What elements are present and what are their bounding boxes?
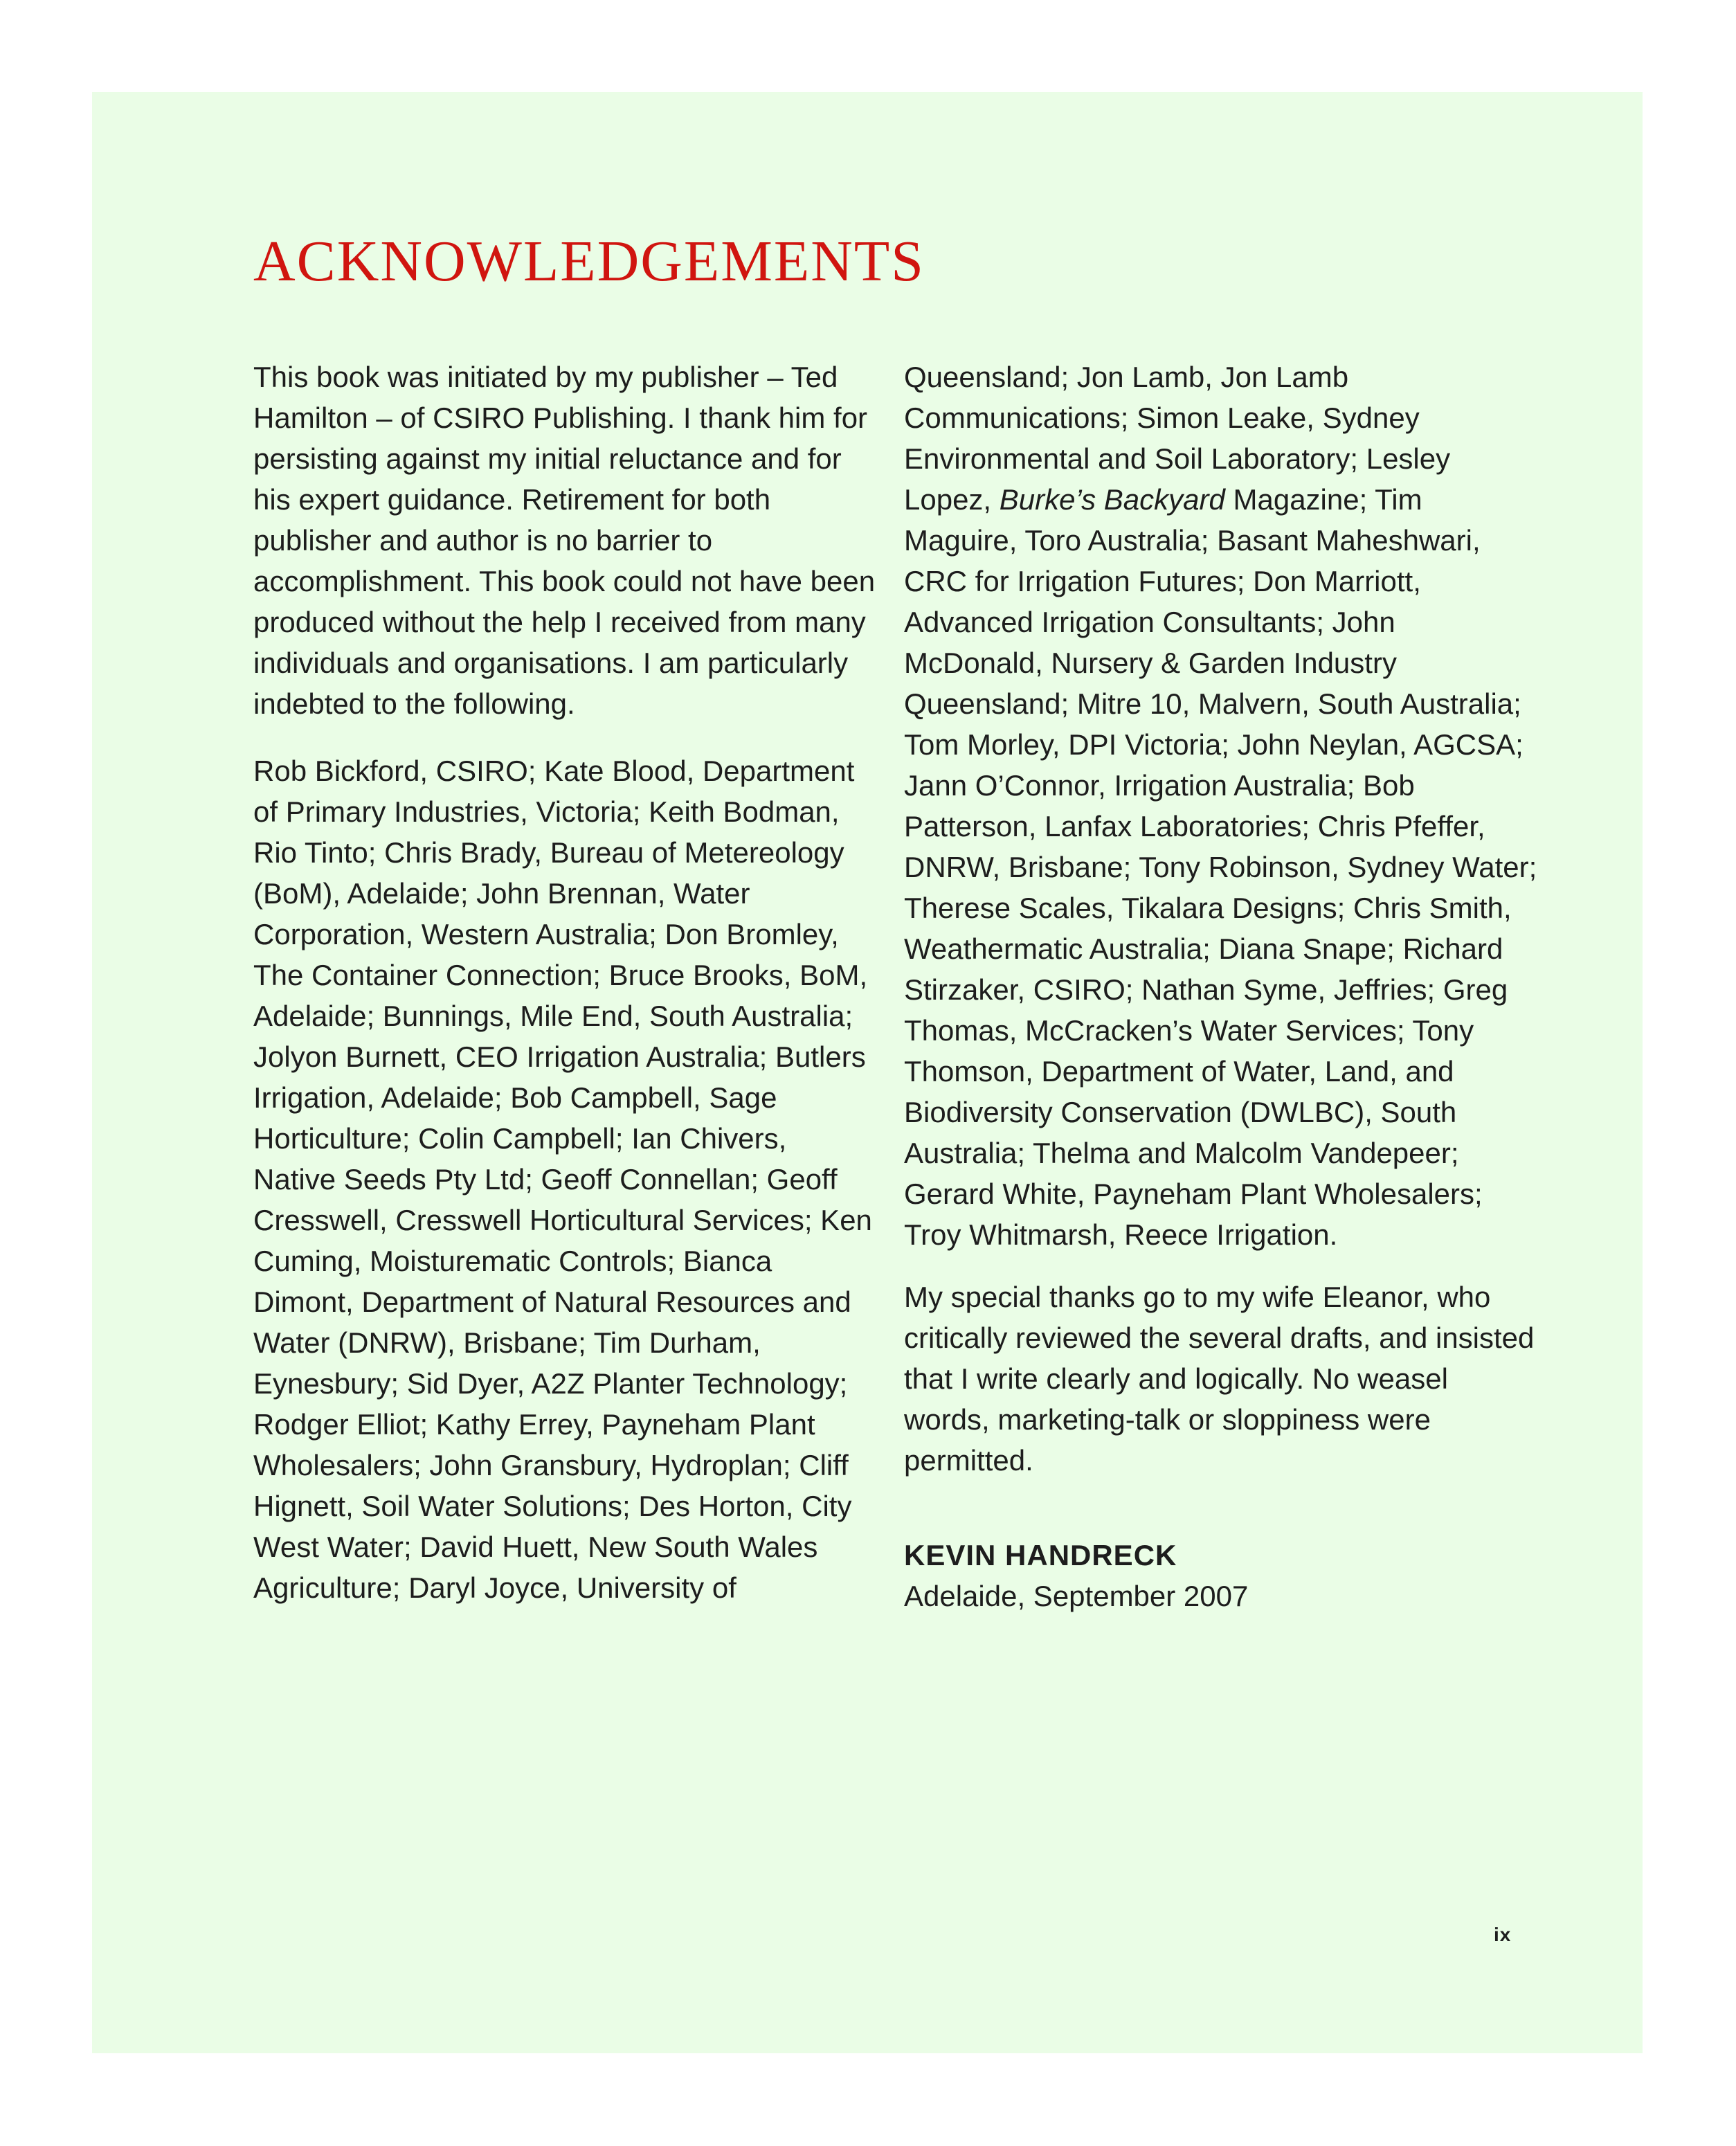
acknowledged-names-paragraph-left: Rob Bickford, CSIRO; Kate Blood, Department of Primary Industries, Victoria; Keith Bodman, Rio Tinto; Chris Brady, Bureau of Metereology (BoM), Adelaide; John Brennan, Water Corporation, Western Australia; Don Bromley, The Container Connection; Bruce Brooks, BoM, Adelaide; Bunnings, Mile End, South Australia; Jolyon Burnett, CEO Irrigation Australia; Butlers Irrigation, Adelaide; Bob Campbell, Sage Horticulture; Colin Campbell; Ian Chivers, Native Seeds Pty Ltd; Geoff Connellan; Geoff Cresswell, Cresswell Horticultural Services; Ken Cuming, Moisturematic Controls; Bianca Dimont, Department of Natural Resources and Water (DNRW), Brisbane; Tim Durham, Eynesbury; Sid Dyer, A2Z Planter Technology; Rodger Elliot; Kathy Errey, Payneham Plant Wholesalers; John Gransbury, Hydroplan; Cliff Hignett, Soil Water Solutions; Des Horton, City West Water; David Huett, New South Wales Agriculture; Daryl Joyce, University of — [253, 755, 872, 1604]
special-thanks-paragraph: My special thanks go to my wife Eleanor, who critically reviewed the several drafts, and insisted that I write clearly and logically. No weasel words, marketing-talk or sloppiness were permitted. — [904, 1281, 1535, 1477]
page-title: ACKNOWLEDGEMENTS — [253, 229, 925, 294]
right-column — [904, 357, 1541, 1616]
names-right-text-1: Queensland; Jon Lamb, Jon Lamb Communications; Simon Leake, Sydney Environmental and Soil Laboratory; Lesley Lopez, — [904, 361, 1451, 516]
signoff-place-date: Adelaide, September 2007 — [904, 1580, 1249, 1612]
page-number: ix — [1494, 1924, 1512, 1945]
author-name: KEVIN HANDRECK — [904, 1539, 1177, 1571]
acknowledged-names-paragraph-right — [904, 357, 1541, 1255]
left-column — [253, 357, 876, 1608]
magazine-title-italic: Burke’s Backyard — [999, 483, 1225, 516]
names-right-text-2: Magazine; Tim Maguire, Toro Australia; Basant Maheshwari, CRC for Irrigation Futures; Don Marriott, Advanced Irrigation Consultants; John McDonald, Nursery & Garden Industry Queensland; Mitre 10, Malvern, South Australia; Tom Morley, DPI Victoria; John Neylan, AGCSA; Jann O’Connor, Irrigation Australia; Bob Patterson, Lanfax Laboratories; Chris Pfeffer, DNRW, Brisbane; Tony Robinson, Sydney Water; Therese Scales, Tikalara Designs; Chris Smith, Weathermatic Australia; Diana Snape; Richard Stirzaker, CSIRO; Nathan Syme, Jeffries; Greg Thomas, McCracken’s Water Services; Tony Thomson, Department of Water, Land, and Biodiversity Conservation (DWLBC), South Australia; Thelma and Malcolm Vandepeer; Gerard White, Payneham Plant Wholesalers; Troy Whitmarsh, Reece Irrigation. — [904, 483, 1537, 1251]
intro-paragraph: This book was initiated by my publisher – Ted Hamilton – of CSIRO Publishing. I thank him for persisting against my initial reluctance and for his expert guidance. Retirement for both publisher and author is no barrier to accomplishment. This book could not have been produced without the help I received from many individuals and organisations. I am particularly indebted to the following. — [253, 361, 876, 720]
